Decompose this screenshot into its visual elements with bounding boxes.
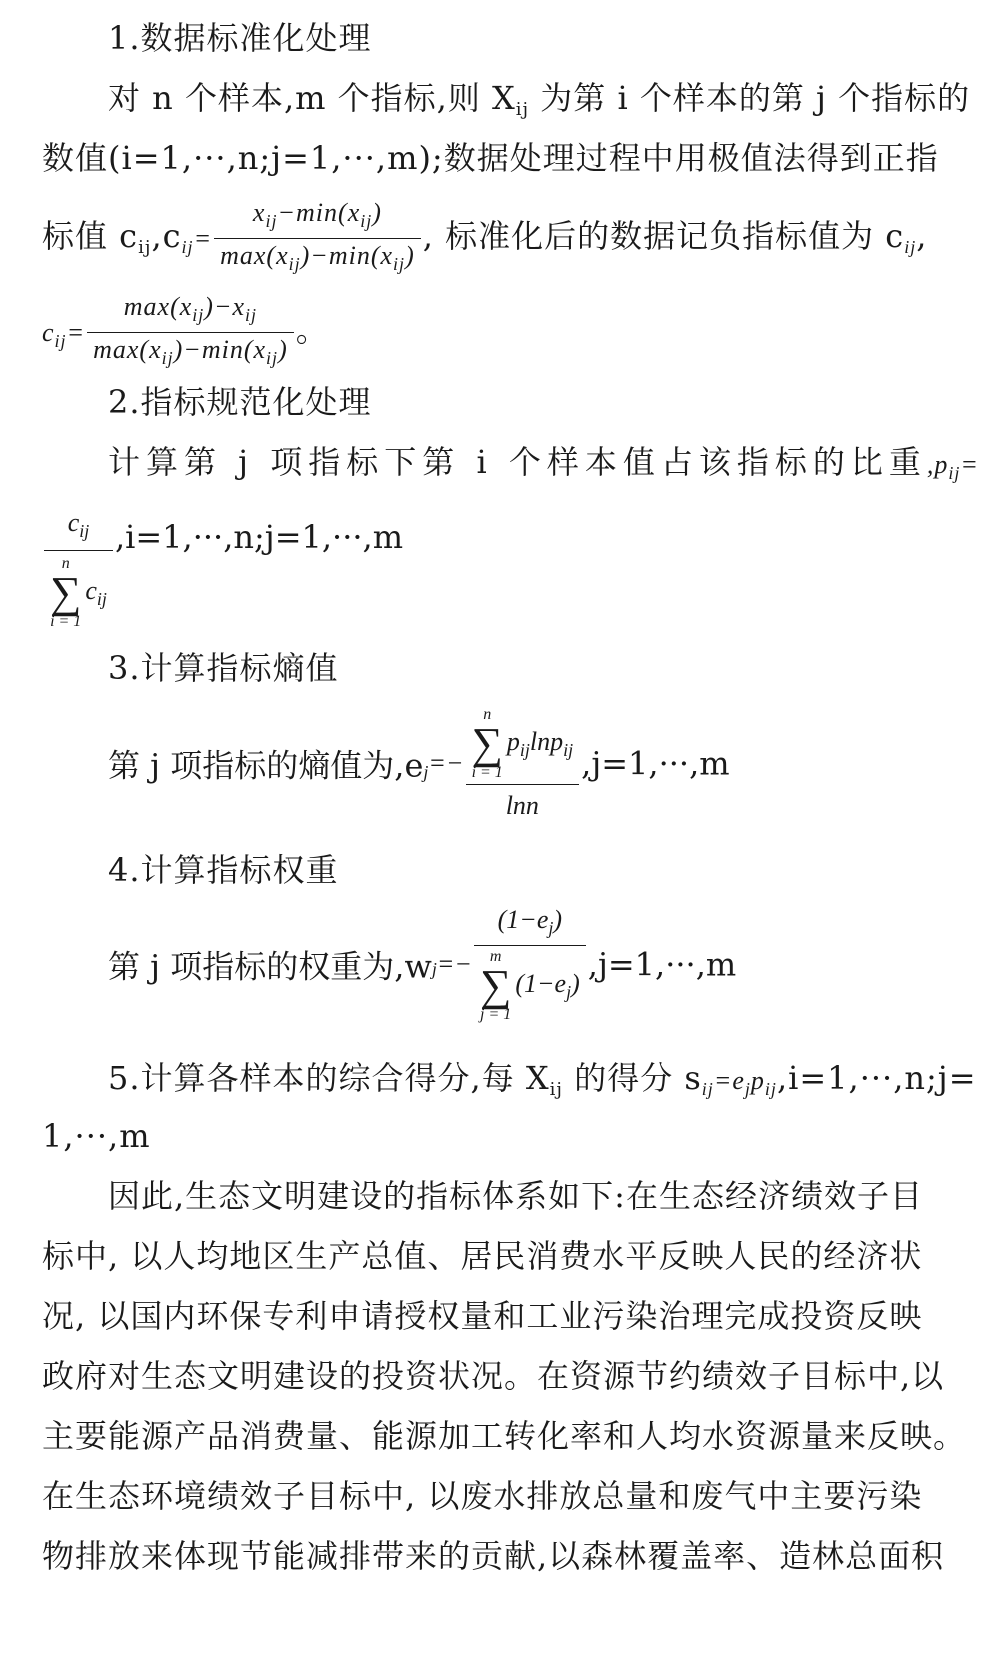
section-3-entropy-line: 第 j 项指标的熵值为$,e_j=-$ n ∑ i = 1 $p_{ij}\ln p_{ij}$ lnn ,j=1,···,m — [108, 706, 730, 820]
paragraph-line-1: 因此,生态文明建设的指标体系如下:在生态经济绩效子目 — [108, 1177, 923, 1215]
section-2-line-1: 计算第 j 项指标下第 i 个样本值占该指标的比重$,p_{ij}=$ — [108, 443, 979, 483]
normalization-negative-formula: $\frac{\max(x_{ij})-x_{ij}}{\max(x_{ij})-\min(x_{ij})}$ — [87, 292, 294, 373]
normalization-positive-formula: $\frac{x_{ij}-\min(x_{ij})}{\max(x_{ij})-\min(x_{ij})}$ — [214, 198, 421, 279]
section-5-line-1: 5.计算各样本的综合得分,每 $X_{ij}$ 的得分 $s_{ij}=e_jp_{ij},i=1,\cdot\cdot\cdot,n;j=$ — [108, 1059, 977, 1100]
paragraph-line-7: 物排放来体现节能减排带来的贡献,以森林覆盖率、造林总面积 — [42, 1537, 945, 1575]
section-1-line-2: 数值(i=1,···,n;j=1,···,m);数据处理过程中用极值法得到正指 — [42, 139, 939, 177]
weight-formula: $(1-e_j)$ m ∑ j = 1 $(1-e_j)$ — [474, 905, 586, 1024]
section-1-title: 1.数据标准化处理 — [108, 19, 372, 57]
paragraph-line-3: 况, 以国内环保专利申请授权量和工业污染治理完成投资反映 — [42, 1297, 923, 1335]
paragraph-line-6: 在生态环境绩效子目标中, 以废水排放总量和废气中主要污染 — [42, 1477, 923, 1515]
paragraph-line-4: 政府对生态文明建设的投资状况。在资源节约绩效子目标中,以 — [42, 1357, 945, 1395]
section-1-line-3: 标值 $c_{ij},c_{ij}=$ $\frac{x_{ij}-\min(x_{ij})}{\max(x_{ij})-\min(x_{ij})}$ , 标准化后的数据记负指标值为 $c_{ij}$, — [42, 198, 962, 283]
section-4-title: 4.计算指标权重 — [108, 851, 339, 889]
section-4-weight-line: 第 j 项指标的权重为,wj=− $(1-e_j)$ m ∑ j = 1 $(1-e_j)$ ,j=1,···,m — [108, 905, 737, 1023]
paragraph-line-5: 主要能源产品消费量、能源加工转化率和人均水资源量来反映。 — [42, 1417, 967, 1455]
section-1-line-4: $c_{ij}=$ $\frac{\max(x_{ij})-x_{ij}}{\max(x_{ij})-\min(x_{ij})}$ 。 — [42, 292, 962, 376]
sum-symbol: n ∑ i = 1 — [50, 555, 82, 630]
section-5-line-2: 1,···,m — [42, 1117, 151, 1155]
section-1-line-1: 对 n 个样本,m 个指标,则 $X_{ij}$ 为第 i 个样本的第 j 个指标的 — [108, 79, 971, 120]
ratio-fraction: $c_{ij}$ n ∑ i = 1 $c_{ij}$ — [44, 500, 113, 631]
paragraph-line-2: 标中, 以人均地区生产总值、居民消费水平反映人民的经济状 — [42, 1237, 923, 1275]
sum-symbol: n ∑ i = 1 — [471, 706, 503, 781]
section-2-title: 2.指标规范化处理 — [108, 383, 372, 421]
section-3-title: 3.计算指标熵值 — [108, 649, 339, 687]
sum-symbol: m ∑ j = 1 — [479, 948, 512, 1023]
entropy-formula: n ∑ i = 1 $p_{ij}\ln p_{ij}$ lnn — [466, 706, 580, 821]
section-2-ratio-formula: $c_{ij}$ n ∑ i = 1 $c_{ij}$ ,i=1,···,n;j=1,···,m — [42, 500, 962, 640]
